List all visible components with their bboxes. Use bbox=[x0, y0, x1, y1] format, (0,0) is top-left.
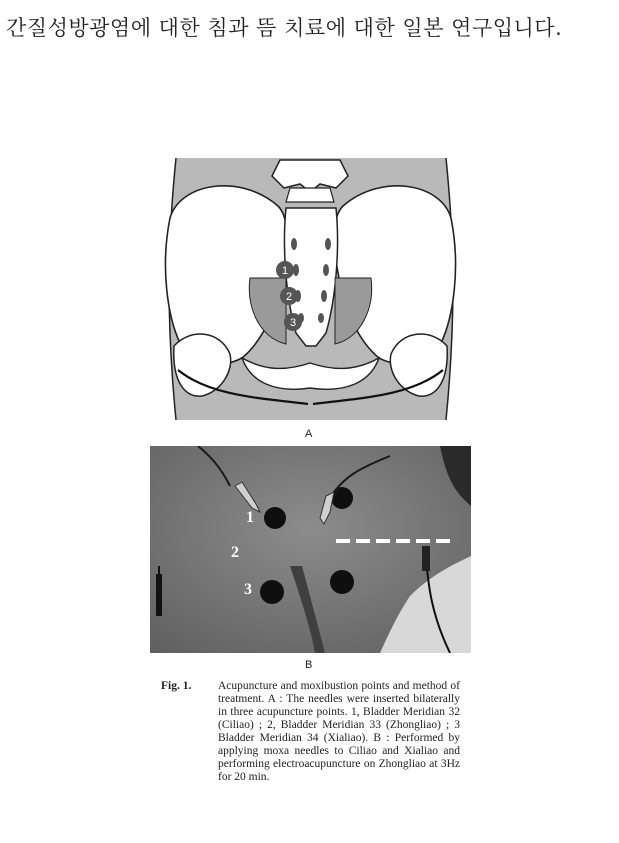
figure-number: Fig. 1. bbox=[161, 680, 192, 692]
figure-caption-text: Acupuncture and moxibustion points and method of treatment. A : The needles were inserted bilaterally in three acupuncture points. 1, Bladder Meridian 32 (Ciliao) ; 2, Bladder Meridian 33 (Zhongliao) ; 3 Bladder Meridian 34 (Xialiao). B : Performed by applying moxa needles to Ciliao and Xialiao and performing electroacupuncture on Zhongliao at 3Hz for 20 min. bbox=[218, 680, 460, 783]
svg-text:3: 3 bbox=[289, 317, 297, 329]
needle-dot-right-lower bbox=[330, 570, 354, 594]
post-intro-text: 간질성방광염에 대한 침과 뜸 치료에 대한 일본 연구입니다. bbox=[6, 16, 563, 40]
svg-text:2: 2 bbox=[285, 291, 293, 303]
panel-b-label: B bbox=[305, 659, 313, 671]
acupoint-1-marker bbox=[276, 261, 294, 279]
needle-dot-left-upper bbox=[264, 507, 286, 529]
needle-dot-left-lower bbox=[260, 580, 284, 604]
svg-text:1: 1 bbox=[281, 265, 289, 277]
photo-point-label-2: 2 bbox=[231, 544, 239, 561]
acupoint-3-marker bbox=[284, 313, 302, 331]
pelvis-illustration bbox=[150, 158, 471, 420]
photo-point-label-3: 3 bbox=[244, 581, 252, 598]
panel-a-label: A bbox=[305, 428, 313, 440]
photo-point-label-1: 1 bbox=[246, 509, 254, 526]
treatment-photo bbox=[150, 446, 471, 653]
acupoint-2-marker bbox=[280, 287, 298, 305]
